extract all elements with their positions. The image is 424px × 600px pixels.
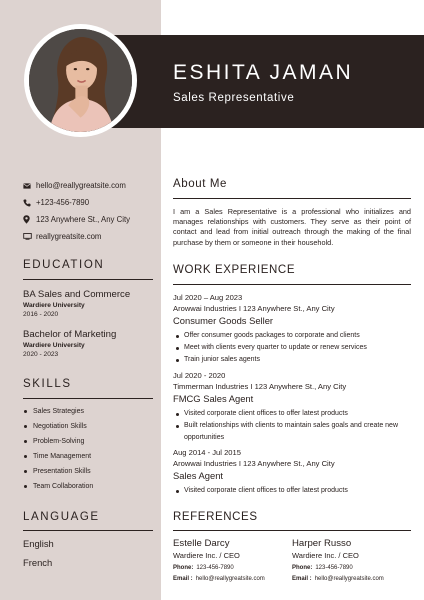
job-bullet-text: Offer consumer goods packages to corporate and clients (184, 332, 360, 339)
bullet-icon (176, 347, 179, 350)
skill-label: Presentation Skills (33, 468, 91, 475)
reference-card (173, 538, 298, 587)
education-degree: Bachelor of Marketing (23, 329, 117, 340)
job-bullets (173, 330, 413, 366)
profile-photo (29, 29, 132, 132)
skill-item (23, 449, 158, 464)
job-bullet-text: Train junior sales agents (184, 356, 261, 363)
about-divider (173, 198, 411, 199)
language-item: French (23, 557, 53, 568)
skill-label: Negotiation Skills (33, 423, 87, 430)
job-bullets (173, 408, 413, 444)
skill-item (23, 434, 158, 449)
skill-item (23, 479, 158, 494)
job-company: Timmerman Industries I 123 Anywhere St., Any City (173, 382, 347, 391)
reference-phone-value: 123-456-7890 (315, 565, 353, 571)
bullet-icon (176, 335, 179, 338)
job-bullet (173, 420, 413, 444)
language-divider (23, 530, 153, 531)
bullet-icon (176, 359, 179, 362)
reference-email (292, 576, 417, 587)
bullet-icon (176, 490, 179, 493)
education-years: 2016 - 2020 (23, 311, 59, 318)
contact-email-text: hello@reallygreatsite.com (36, 181, 126, 190)
job-company: Arowwai Industries I 123 Anywhere St., Any City (173, 459, 335, 468)
contact-website[interactable] (23, 228, 158, 245)
reference-email (173, 576, 298, 587)
job-dates: Jul 2020 - 2020 (173, 371, 226, 380)
monitor-icon (23, 233, 35, 240)
job-bullet-text: Visited corporate client offices to offer latest products (184, 410, 348, 417)
education-item (23, 289, 158, 318)
skill-item (23, 419, 158, 434)
education-school: Wardiere University (23, 342, 85, 349)
contact-email[interactable] (23, 177, 158, 194)
education-divider (23, 279, 153, 280)
reference-phone (173, 565, 298, 576)
education-heading: EDUCATION (23, 259, 105, 271)
reference-name: Harper Russo (292, 538, 352, 549)
job-title: FMCG Sales Agent (173, 393, 254, 404)
reference-phone-value: 123-456-7890 (196, 565, 234, 571)
contact-phone[interactable] (23, 194, 158, 211)
contact-phone-text: +123-456-7890 (36, 198, 90, 207)
bullet-icon (24, 440, 27, 443)
skills-divider (23, 398, 153, 399)
references-divider (173, 530, 411, 531)
job-title: Sales Agent (173, 470, 224, 481)
job-bullet (173, 485, 413, 497)
skill-label: Problem-Solving (33, 438, 85, 445)
job-title: Consumer Goods Seller (173, 315, 274, 326)
reference-org: Wardiere Inc. / CEO (173, 551, 240, 560)
experience-divider (173, 284, 411, 285)
phone-label: Phone: (292, 565, 313, 571)
bullet-icon (24, 410, 27, 413)
skill-item (23, 404, 158, 419)
email-label: Email : (173, 576, 193, 582)
education-years: 2020 - 2023 (23, 351, 59, 358)
language-item: English (23, 538, 54, 549)
skills-list (23, 404, 158, 494)
about-text: I am a Sales Representative is a professional who initializes and manages relationships with customers. They serve as their point of contact and lead from initial outreach through the making of the final purchase by them or someone in their household. (173, 207, 411, 247)
contact-website-text: reallygreatsite.com (36, 232, 102, 241)
reference-phone (292, 565, 417, 576)
job-bullet (173, 330, 413, 342)
job-bullet-text: Built relationships with clients to maintain sales goals and create new opportunities (184, 422, 399, 441)
reference-name: Estelle Darcy (173, 538, 230, 549)
reference-email-value[interactable]: hello@reallygreatsite.com (314, 576, 384, 582)
reference-card (292, 538, 417, 587)
bullet-icon (176, 425, 179, 428)
skill-label: Sales Strategies (33, 408, 84, 415)
job-bullet-text: Visited corporate client offices to offer latest products (184, 487, 348, 494)
job-bullet (173, 354, 413, 366)
job-bullet (173, 342, 413, 354)
job-bullet (173, 408, 413, 420)
job-dates: Aug 2014 - Jul 2015 (173, 448, 241, 457)
candidate-name: ESHITA JAMAN (173, 61, 354, 84)
job-entry (173, 371, 413, 444)
phone-label: Phone: (173, 565, 194, 571)
skills-heading: SKILLS (23, 378, 72, 390)
candidate-role: Sales Representative (173, 92, 295, 104)
skill-label: Time Management (33, 453, 92, 460)
education-school: Wardiere University (23, 302, 85, 309)
job-entry (173, 293, 413, 366)
job-entry (173, 448, 413, 497)
experience-heading: WORK EXPERIENCE (173, 264, 296, 276)
job-company: Arowwai Industries I 123 Anywhere St., Any City (173, 304, 335, 313)
bullet-icon (176, 413, 179, 416)
about-heading: About Me (173, 178, 228, 190)
bullet-icon (24, 425, 27, 428)
contact-address (23, 211, 158, 228)
education-item (23, 329, 158, 358)
skill-label: Team Collaboration (33, 483, 94, 490)
job-bullets (173, 485, 413, 497)
contact-address-text: 123 Anywhere St., Any City (36, 215, 131, 224)
references-heading: REFERENCES (173, 511, 258, 523)
mail-icon (23, 183, 35, 189)
skill-item (23, 464, 158, 479)
education-degree: BA Sales and Commerce (23, 289, 131, 300)
job-bullet-text: Meet with clients every quarter to update or renew services (184, 344, 367, 351)
reference-email-value[interactable]: hello@reallygreatsite.com (195, 576, 265, 582)
language-heading: LANGUAGE (23, 511, 100, 523)
phone-icon (23, 199, 35, 207)
email-label: Email : (292, 576, 312, 582)
bullet-icon (24, 455, 27, 458)
job-dates: Jul 2020 – Aug 2023 (173, 293, 243, 302)
reference-org: Wardiere Inc. / CEO (292, 551, 359, 560)
profile-photo-illustration (29, 29, 132, 132)
language-list (23, 538, 158, 576)
bullet-icon (24, 470, 27, 473)
bullet-icon (24, 485, 27, 488)
location-pin-icon (23, 215, 35, 224)
contact-list (23, 177, 158, 245)
